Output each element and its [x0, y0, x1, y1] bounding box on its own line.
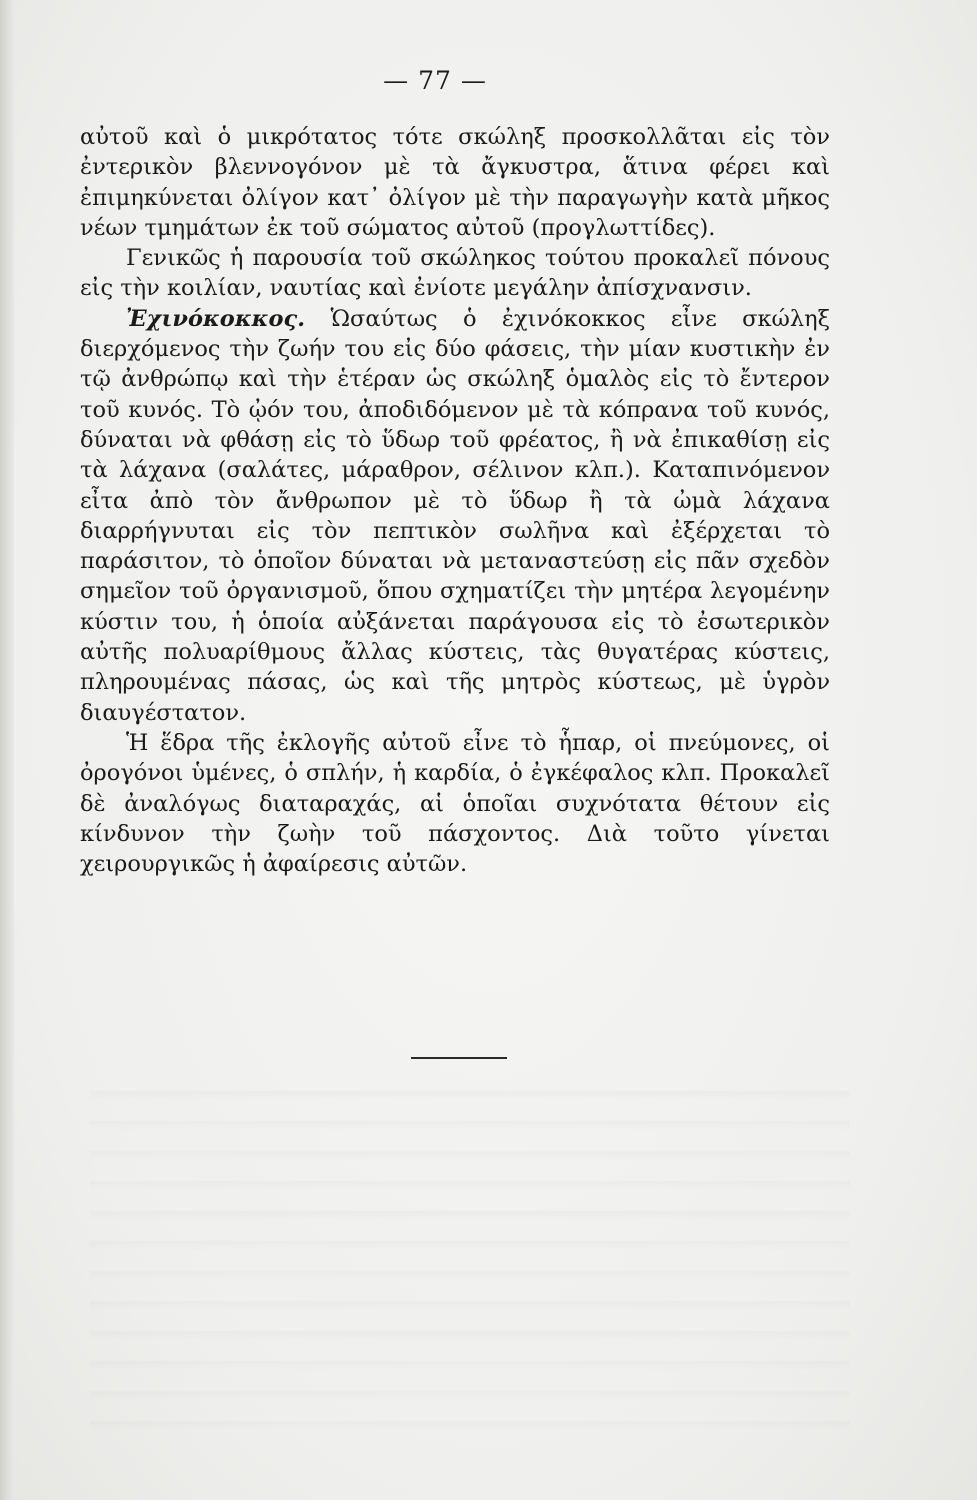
- section-end-rule: [411, 1057, 507, 1059]
- paragraph-2-text: Γενικῶς ἡ παρουσία τοῦ σκώληκος τούτου προκαλεῖ πόνους εἰς τὴν κοιλίαν, ναυτίας καὶ ἐνίοτε μεγάλην ἀπίσχνανσιν.: [80, 245, 830, 302]
- paragraph-1: [80, 122, 830, 243]
- page-binding-edge: [0, 0, 14, 1500]
- body-text: [80, 122, 830, 879]
- page-number: — 77 —: [383, 66, 487, 95]
- reverse-side-bleed-through: [90, 1070, 850, 1450]
- paragraph-4: [80, 728, 830, 879]
- paragraph-3-text: Ὡσαύτως ὁ ἐχινόκοκκος εἶνε σκώληξ διερχόμενος τὴν ζωήν του εἰς δύο φάσεις, τὴν μίαν κυστικὴν ἐν τῷ ἀνθρώπῳ καὶ τὴν ἑτέραν ὡς σκώληξ ὁμαλὸς εἰς τὸ ἔντερον τοῦ κυνός. Τὸ ᾠόν του, ἀποδιδόμενον μὲ τὰ κόπρανα τοῦ κυνός, δύναται νὰ φθάσῃ εἰς τὸ ὕδωρ τοῦ φρέατος, ἢ νὰ ἐπικαθίσῃ εἰς τὰ λάχανα (σαλάτες, μάραθρον, σέλινον κλπ.). Καταπινόμενον εἶτα ἀπὸ τὸν ἄνθρωπον μὲ τὸ ὕδωρ ἢ τὰ ὠμὰ λάχανα διαρρήγνυται εἰς τὸν πεπτικὸν σωλῆνα καὶ ἐξέρχεται τὸ παράσιτον, τὸ ὁποῖον δύναται νὰ μεταναστεύσῃ εἰς πᾶν σχεδὸν σημεῖον τοῦ ὀργανισμοῦ, ὅπου σχηματίζει τὴν μητέρα λεγομένην κύστιν του, ἡ ὁποία αὐξάνεται παράγουσα εἰς τὸ ἐσωτερικὸν αὐτῆς πολυαρίθμους ἄλλας κύστεις, τὰς θυγατέρας κύστεις, πληρουμένας πάσας, ὡς καὶ τῆς μητρὸς κύστεως, μὲ ὑγρὸν διαυγέστατον.: [80, 305, 830, 726]
- paragraph-2: [80, 243, 830, 304]
- section-heading-echinococcus: Ἐχινόκοκκος.: [126, 305, 306, 332]
- paragraph-4-text: Ἡ ἕδρα τῆς ἐκλογῆς αὐτοῦ εἶνε τὸ ἧπαρ, οἱ πνεύμονες, οἱ ὀρογόνοι ὑμένες, ὁ σπλήν, ἡ καρδία, ὁ ἐγκέφαλος κλπ. Προκαλεῖ δὲ ἀναλόγως διαταραχάς, αἱ ὁποῖαι συχνότατα θέτουν εἰς κίνδυνον τὴν ζωὴν τοῦ πάσχοντος. Διὰ τοῦτο γίνεται χειρουργικῶς ἡ ἀφαίρεσις αὐτῶν.: [80, 729, 830, 878]
- paragraph-3: [80, 304, 830, 728]
- paragraph-1-text: αὐτοῦ καὶ ὁ μικρότατος τότε σκώληξ προσκολλᾶται εἰς τὸν ἐντερικὸν βλεννογόνον μὲ τὰ ἄγκυστρα, ἅτινα φέρει καὶ ἐπιμηκύνεται ὀλίγον κατ᾽ ὀλίγον μὲ τὴν παραγωγὴν κατὰ μῆκος νέων τμημάτων ἐκ τοῦ σώματος αὐτοῦ (προγλωττίδες).: [80, 124, 830, 241]
